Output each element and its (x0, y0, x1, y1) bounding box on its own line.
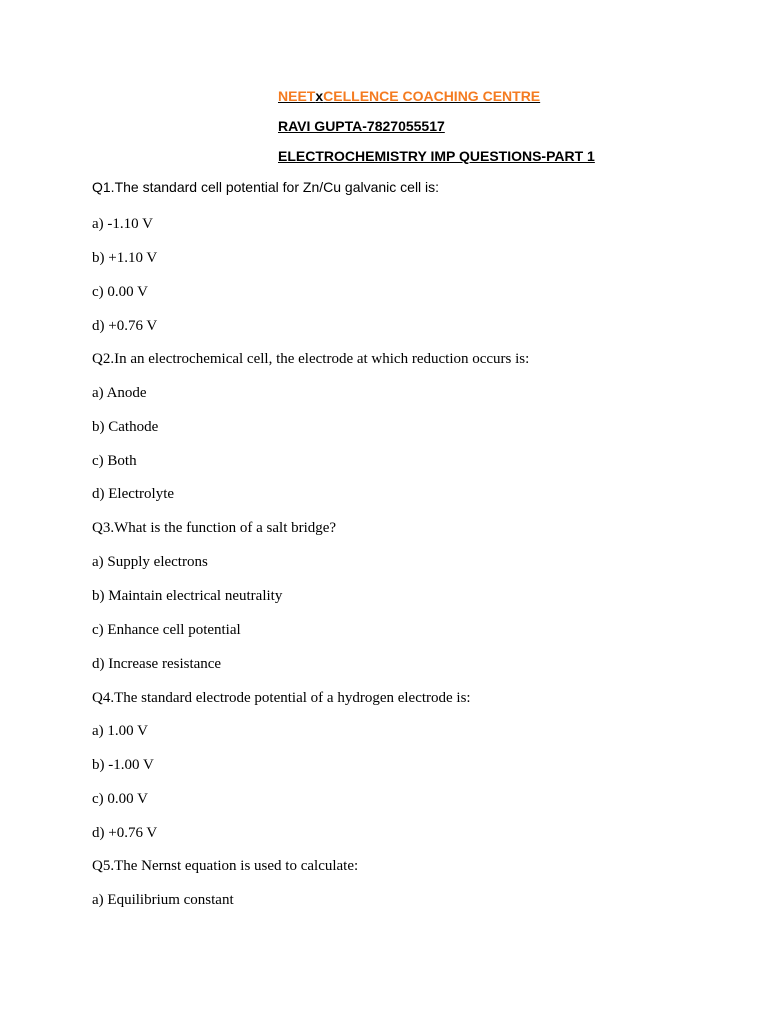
q4-option-b: b) -1.00 V (92, 757, 154, 773)
q1-option-b: b) +1.10 V (92, 250, 158, 266)
q4-option-d: d) +0.76 V (92, 825, 158, 841)
q4-option-a: a) 1.00 V (92, 723, 148, 739)
question-5: Q5.The Nernst equation is used to calculate: (92, 858, 359, 874)
brand-cellence: CELLENCE COACHING CENTRE (323, 88, 541, 104)
q1-option-c: c) 0.00 V (92, 284, 148, 300)
question-4: Q4.The standard electrode potential of a hydrogen electrode is: (92, 690, 471, 706)
q5-option-a: a) Equilibrium constant (92, 892, 234, 908)
question-1: Q1.The standard cell potential for Zn/Cu galvanic cell is: (92, 179, 440, 195)
q2-option-b: b) Cathode (92, 419, 159, 435)
document-subject: ELECTROCHEMISTRY IMP QUESTIONS-PART 1 (278, 148, 595, 164)
q4-option-c: c) 0.00 V (92, 791, 148, 807)
q3-option-d: d) Increase resistance (92, 656, 222, 672)
brand-x: x (315, 88, 324, 104)
q2-option-d: d) Electrolyte (92, 486, 175, 502)
brand-neet: NEET (278, 88, 316, 104)
q3-option-b: b) Maintain electrical neutrality (92, 588, 283, 604)
q1-option-d: d) +0.76 V (92, 318, 158, 334)
q2-option-c: c) Both (92, 453, 137, 469)
q3-option-c: c) Enhance cell potential (92, 622, 241, 638)
author-contact: RAVI GUPTA-7827055517 (278, 118, 445, 134)
question-3: Q3.What is the function of a salt bridge? (92, 520, 337, 536)
question-2: Q2.In an electrochemical cell, the electrode at which reduction occurs is: (92, 351, 530, 367)
q3-option-a: a) Supply electrons (92, 554, 208, 570)
q2-option-a: a) Anode (92, 385, 147, 401)
q1-option-a: a) -1.10 V (92, 216, 153, 232)
coaching-centre-title (278, 87, 540, 105)
